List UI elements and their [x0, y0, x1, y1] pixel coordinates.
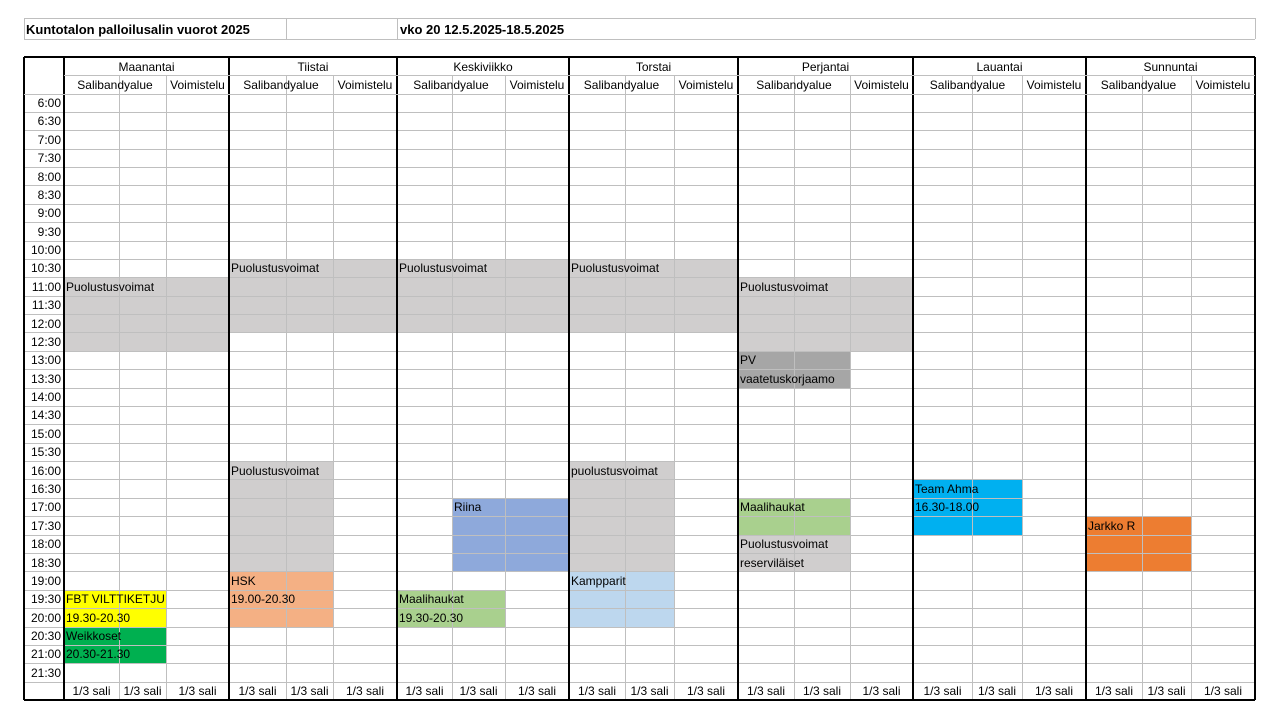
row-line: [24, 406, 1255, 407]
week-label: vko 20 12.5.2025-18.5.2025: [400, 22, 565, 37]
day-header: Perjantai: [801, 60, 850, 74]
booking-label: Puolustusvoimat: [571, 261, 660, 276]
subheader-voimistelu: Voimistelu: [1026, 78, 1082, 92]
booking-label: reserviläiset: [740, 555, 805, 570]
footer-label: 1/3 sali: [977, 684, 1017, 699]
time-label: 7:30: [37, 151, 61, 166]
column-line: [505, 75, 506, 682]
row-line: [24, 645, 1255, 646]
column-line: [850, 75, 851, 682]
row-line: [24, 498, 1255, 499]
subheader-voimistelu: Voimistelu: [854, 78, 909, 92]
title-grid-line: [397, 18, 398, 39]
time-label: 15:30: [30, 445, 61, 460]
time-label: 8:30: [37, 187, 61, 202]
time-label: 16:00: [30, 463, 61, 478]
row-line: [24, 130, 1255, 131]
row-line: [24, 571, 1255, 572]
time-label: 13:00: [30, 353, 61, 368]
row-line: [24, 351, 1255, 352]
day-header: Tiistai: [297, 60, 329, 74]
subheader-salibandyalue: Salibandyalue: [243, 78, 319, 92]
time-label: 17:00: [30, 500, 61, 515]
row-line: [24, 590, 1255, 591]
day-header: Maanantai: [118, 60, 175, 74]
footer-label: 1/3 sali: [1034, 684, 1074, 699]
subheader-voimistelu: Voimistelu: [337, 78, 393, 92]
time-label: 17:30: [30, 518, 61, 533]
subheader-salibandyalue: Salibandyalue: [583, 78, 660, 92]
row-line: [24, 296, 1255, 297]
column-line: [972, 75, 973, 682]
subheader-voimistelu: Voimistelu: [170, 78, 225, 92]
time-label: 14:00: [30, 390, 61, 405]
time-label: 21:30: [30, 665, 61, 680]
booking-label: Maalihaukat: [399, 592, 464, 607]
row-line: [24, 332, 1255, 333]
column-line: [625, 75, 626, 682]
subheader-voimistelu: Voimistelu: [509, 78, 565, 92]
footer-label: 1/3 sali: [238, 684, 277, 699]
footer-label: 1/3 sali: [517, 684, 557, 699]
booking-label: Kampparit: [571, 573, 626, 588]
day-separator: [568, 57, 570, 700]
footer-label: 1/3 sali: [923, 684, 962, 699]
subheader-salibandyalue: Salibandyalue: [413, 78, 489, 92]
footer-label: 1/3 sali: [630, 684, 669, 699]
time-label: 12:00: [30, 316, 61, 331]
footer-label: 1/3 sali: [72, 684, 111, 699]
day-header: Keskiviikko: [453, 60, 513, 74]
title-grid-line: [24, 39, 1255, 40]
row-line: [24, 663, 1255, 664]
time-label: 20:30: [30, 629, 61, 644]
booking-label: 16.30-18.00: [915, 500, 980, 515]
booking-label: Puolustusvoimat: [231, 261, 320, 276]
footer-label: 1/3 sali: [123, 684, 162, 699]
row-line: [24, 185, 1255, 186]
row-line: [24, 222, 1255, 223]
time-label: 18:30: [30, 555, 61, 570]
time-label: 10:30: [30, 261, 61, 276]
subheader-salibandyalue: Salibandyalue: [1100, 78, 1177, 92]
booking-label: Jarkko R: [1088, 518, 1136, 533]
row-line: [24, 424, 1255, 425]
sheet-right-border: [1254, 57, 1256, 700]
subheader-salibandyalue: Salibandyalue: [77, 78, 153, 92]
row-line: [24, 369, 1255, 370]
row-line: [24, 553, 1255, 554]
row-line: [24, 608, 1255, 609]
column-line: [1142, 75, 1143, 682]
subheader-salibandyalue: Salibandyalue: [929, 78, 1006, 92]
sheet-title: Kuntotalon palloilusalin vuorot 2025: [26, 22, 250, 37]
row-line: [24, 535, 1255, 536]
time-label: 21:00: [30, 647, 61, 662]
title-grid-line: [24, 18, 1255, 19]
column-line: [674, 75, 675, 682]
booking-label: puolustusvoimat: [571, 463, 658, 478]
time-label: 13:30: [30, 371, 61, 386]
footer-label: 1/3 sali: [459, 684, 498, 699]
footer-label: 1/3 sali: [1094, 684, 1134, 699]
booking-label: Maalihaukat: [740, 500, 805, 515]
row-line: [24, 112, 1255, 113]
footer-label: 1/3 sali: [405, 684, 444, 699]
footer-label: 1/3 sali: [686, 684, 726, 699]
time-label: 16:30: [30, 481, 61, 496]
subheader-divider: [24, 94, 1255, 95]
time-label: 6:00: [37, 96, 61, 110]
footer-label: 1/3 sali: [290, 684, 329, 699]
row-line: [24, 516, 1255, 517]
footer-label: 1/3 sali: [1203, 684, 1243, 699]
booking-label: Puolustusvoimat: [740, 537, 829, 552]
time-label: 19:30: [30, 592, 61, 607]
time-label: 14:30: [30, 408, 61, 423]
booking-label: Team Ahma: [915, 481, 979, 496]
column-line: [1191, 75, 1192, 682]
column-line: [1022, 75, 1023, 682]
row-line: [24, 167, 1255, 168]
booking-label: Weikkoset: [66, 629, 122, 644]
subheader-voimistelu: Voimistelu: [1195, 78, 1251, 92]
subheader-voimistelu: Voimistelu: [678, 78, 734, 92]
booking-label: Puolustusvoimat: [66, 279, 155, 294]
day-header: Sunnuntai: [1143, 60, 1198, 74]
booking-label: Puolustusvoimat: [231, 463, 320, 478]
time-label: 18:00: [30, 537, 61, 552]
time-label: 15:00: [30, 426, 61, 441]
time-label: 9:00: [37, 206, 61, 221]
time-label: 12:30: [30, 334, 61, 349]
footer-label: 1/3 sali: [345, 684, 385, 699]
title-grid-line: [286, 18, 287, 39]
time-label: 9:30: [37, 224, 61, 239]
booking-label: FBT VILTTIKETJU: [66, 592, 165, 607]
booking-label: 19.30-20.30: [399, 610, 464, 625]
time-label: 7:00: [37, 132, 61, 147]
day-header: Lauantai: [976, 60, 1023, 74]
time-label: 8:00: [37, 169, 61, 184]
time-label: 11:30: [31, 298, 61, 313]
booking-label: Puolustusvoimat: [399, 261, 488, 276]
footer-label: 1/3 sali: [802, 684, 842, 699]
column-line: [333, 75, 334, 682]
row-line: [24, 149, 1255, 150]
title-grid-line: [1255, 18, 1256, 39]
time-label: 11:00: [31, 279, 61, 294]
day-separator: [1085, 57, 1087, 700]
time-label: 20:00: [30, 610, 61, 625]
footer-label: 1/3 sali: [577, 684, 617, 699]
title-grid-line: [24, 18, 25, 39]
footer-label: 1/3 sali: [746, 684, 786, 699]
row-line: [24, 627, 1255, 628]
row-line: [24, 241, 1255, 242]
row-line: [24, 443, 1255, 444]
time-label: 10:00: [30, 243, 61, 258]
time-label: 6:30: [37, 114, 61, 129]
booking-label: Riina: [454, 500, 482, 515]
booking-label: 19.00-20.30: [231, 592, 296, 607]
booking-label: PV: [740, 353, 757, 368]
day-header: Torstai: [635, 60, 672, 74]
booking-label: Puolustusvoimat: [740, 279, 829, 294]
subheader-salibandyalue: Salibandyalue: [756, 78, 832, 92]
row-line: [24, 204, 1255, 205]
booking-label: 20.30-21.30: [66, 647, 131, 662]
day-separator: [912, 57, 914, 700]
booking-label: HSK: [231, 573, 256, 588]
booking-label: vaatetuskorjaamo: [740, 371, 835, 386]
footer-label: 1/3 sali: [862, 684, 901, 699]
time-label: 19:00: [30, 573, 61, 588]
booking-label: 19.30-20.30: [66, 610, 131, 625]
row-line: [24, 388, 1255, 389]
footer-label: 1/3 sali: [178, 684, 217, 699]
footer-label: 1/3 sali: [1147, 684, 1186, 699]
row-line: [24, 314, 1255, 315]
